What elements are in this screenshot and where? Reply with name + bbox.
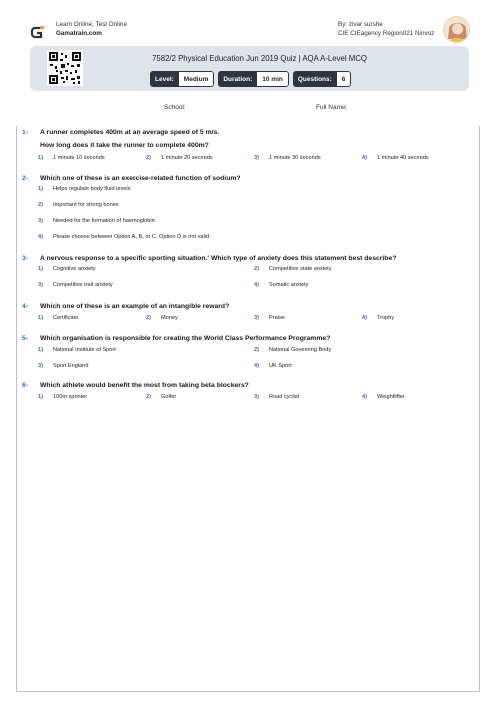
option-label[interactable]: Road cyclist bbox=[269, 394, 300, 400]
question-number: 4- bbox=[22, 303, 29, 310]
option-number: 1) bbox=[38, 394, 43, 400]
option-label[interactable]: Helps regulate body fluid levels bbox=[53, 186, 131, 192]
option-number: 2) bbox=[146, 394, 151, 400]
option-label[interactable]: Somatic anxiety bbox=[269, 282, 309, 288]
page-border-left bbox=[16, 126, 17, 692]
author-line: By: zivar surshe bbox=[338, 21, 383, 28]
page-border-right bbox=[479, 126, 480, 692]
option-label[interactable]: Important for strong bones bbox=[53, 202, 119, 208]
option-number: 3) bbox=[254, 155, 259, 161]
option-label[interactable]: 100m sprinter bbox=[53, 394, 88, 400]
quiz-meta-chips bbox=[150, 71, 351, 87]
option-number: 2) bbox=[254, 266, 259, 272]
question-number: 3- bbox=[22, 255, 29, 262]
level-value: Medium bbox=[179, 71, 215, 87]
option-label[interactable]: National Institute of Sport bbox=[53, 347, 116, 353]
question-number: 6- bbox=[22, 382, 29, 389]
option-number: 4) bbox=[362, 155, 367, 161]
option-label[interactable]: Trophy bbox=[377, 315, 395, 321]
option-label[interactable]: Golfer bbox=[161, 394, 177, 400]
option-label[interactable]: Competitive state anxiety bbox=[269, 266, 332, 272]
option-label[interactable]: 1 minute 10 seconds bbox=[53, 155, 105, 161]
option-number: 3) bbox=[38, 218, 43, 224]
option-number: 4) bbox=[254, 282, 259, 288]
option-label[interactable]: 1 minute 30 seconds bbox=[269, 155, 321, 161]
option-number: 2) bbox=[146, 315, 151, 321]
site-tagline: Learn Online, Test Online bbox=[56, 21, 127, 28]
option-number: 3) bbox=[254, 394, 259, 400]
option-label[interactable]: Competitive trait anxiety bbox=[53, 282, 113, 288]
fullname-label: Full Name: bbox=[316, 104, 348, 111]
question-text: Which one of these is an example of an intangible reward? bbox=[40, 303, 230, 310]
page-border-bottom bbox=[16, 691, 480, 692]
question-text: Which athlete would benefit the most from taking beta blockers? bbox=[40, 382, 249, 389]
avatar-icon bbox=[444, 17, 470, 43]
option-label[interactable]: Praise bbox=[269, 315, 285, 321]
question-text-line2: How long does it take the runner to complete 400m? bbox=[40, 142, 209, 149]
option-number: 2) bbox=[146, 155, 151, 161]
avatar bbox=[443, 16, 470, 43]
option-number: 1) bbox=[38, 155, 43, 161]
option-number: 1) bbox=[38, 347, 43, 353]
questions-label: Questions: bbox=[293, 71, 337, 87]
option-number: 4) bbox=[362, 315, 367, 321]
option-label[interactable]: Money bbox=[161, 315, 178, 321]
question-number: 1- bbox=[22, 129, 29, 136]
option-label[interactable]: National Governing Body bbox=[269, 347, 332, 353]
option-label[interactable]: 1 minute 40 seconds bbox=[377, 155, 429, 161]
option-label[interactable]: Weightlifter bbox=[377, 394, 405, 400]
question-text: Which organisation is responsible for creating the World Class Performance Programme? bbox=[40, 335, 331, 342]
question-text: A runner completes 400m at an average speed of 5 m/s. bbox=[40, 129, 220, 136]
option-number: 4) bbox=[254, 363, 259, 369]
questions-value: 6 bbox=[337, 71, 352, 87]
option-label[interactable]: Sport England bbox=[53, 363, 89, 369]
option-number: 2) bbox=[254, 347, 259, 353]
quiz-title: 7582/2 Physical Education Jun 2019 Quiz | AQA A-Level MCQ bbox=[152, 54, 367, 63]
gamatrain-logo-icon bbox=[30, 24, 46, 40]
option-label[interactable]: UK Sport bbox=[269, 363, 292, 369]
option-label[interactable]: Please choose between Option A, B, or C. Option D is not valid. bbox=[53, 234, 211, 240]
option-label[interactable]: Cognitive anxiety bbox=[53, 266, 96, 272]
duration-label: Duration: bbox=[218, 71, 257, 87]
questions-chip bbox=[293, 71, 352, 87]
option-label[interactable]: Needed for the formation of haemoglobin bbox=[53, 218, 155, 224]
duration-value: 10 min bbox=[257, 71, 289, 87]
agency-line: CIE CIEagency Region021 Ninvoz bbox=[338, 30, 435, 37]
option-number: 3) bbox=[38, 363, 43, 369]
question-text: A nervous response to a specific sporting situation.' Which type of anxiety does this statement best describe? bbox=[40, 255, 397, 262]
option-number: 1) bbox=[38, 315, 43, 321]
level-chip bbox=[150, 71, 214, 87]
level-label: Level: bbox=[150, 71, 179, 87]
option-number: 1) bbox=[38, 266, 43, 272]
school-label: School: bbox=[164, 104, 186, 111]
option-number: 4) bbox=[38, 234, 43, 240]
top-bar bbox=[30, 19, 470, 45]
duration-chip bbox=[218, 71, 288, 87]
option-number: 1) bbox=[38, 186, 43, 192]
option-label[interactable]: 1 minute 20 seconds bbox=[161, 155, 213, 161]
option-number: 3) bbox=[254, 315, 259, 321]
option-label[interactable]: Certificate bbox=[53, 315, 79, 321]
question-number: 2- bbox=[22, 175, 29, 182]
option-number: 4) bbox=[362, 394, 367, 400]
option-number: 3) bbox=[38, 282, 43, 288]
question-text: Which one of these is an exercise-related function of sodium? bbox=[40, 175, 241, 182]
question-number: 5- bbox=[22, 335, 29, 342]
quiz-header bbox=[30, 46, 469, 91]
option-number: 2) bbox=[38, 202, 43, 208]
site-name[interactable]: Gamatrain.com bbox=[56, 30, 102, 37]
